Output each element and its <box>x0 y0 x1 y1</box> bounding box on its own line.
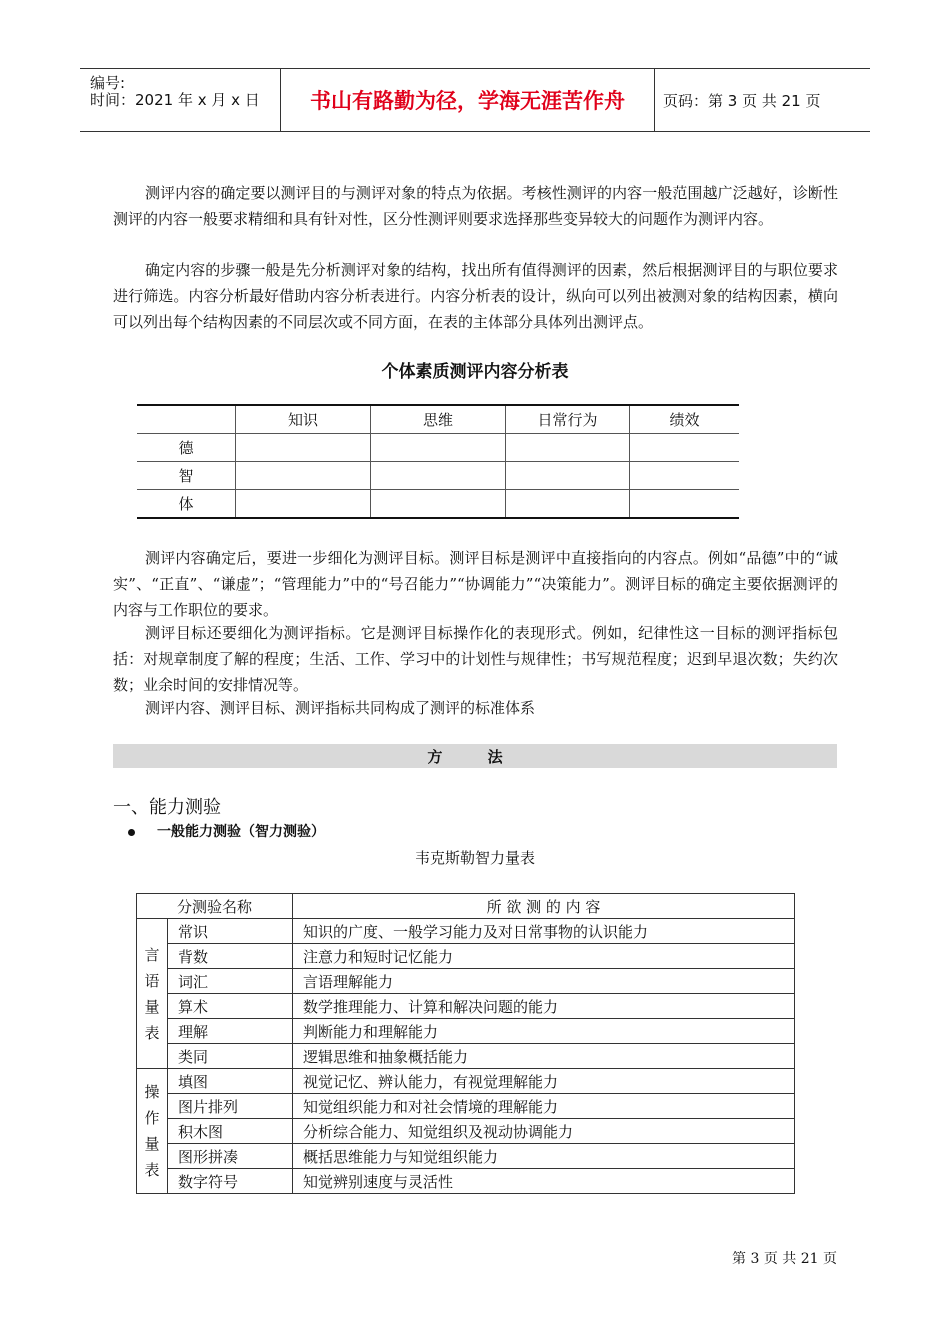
number-label: 编号: <box>90 74 126 92</box>
table-header-row <box>137 405 739 434</box>
subtest-content: 知觉组织能力和对社会情境的理解能力 <box>293 1094 795 1119</box>
table-row <box>137 1044 795 1069</box>
table-header-row <box>137 894 795 919</box>
table-row <box>137 1094 795 1119</box>
page-footer: 第 3 页 共 21 页 <box>732 1251 837 1267</box>
table-header-cell: 知识 <box>236 405 371 434</box>
table-row <box>137 969 795 994</box>
paragraph-3: 测评内容确定后，要进一步细化为测评目标。测评目标是测评中直接指向的内容点。例如“品德”中的“诚实”、“正直”、“谦虚”；“管理能力”中的“号召能力”“协调能力”“决策能力”。测评目标的确定主要依据测评的内容与工作职位的要求。 <box>113 549 838 619</box>
table2-title: 韦克斯勒智力量表 <box>414 849 535 867</box>
header-page-label: 页码：第 3 页 共 21 页 <box>663 91 821 110</box>
subtest-name: 图片排列 <box>168 1094 293 1119</box>
paragraph-1: 测评内容的确定要以测评目的与测评对象的特点为依据。考核性测评的内容一般范围越广泛越好，诊断性测评的内容一般要求精细和具有针对性，区分性测评则要求选择那些变异较大的问题作为测评内容。 <box>113 184 838 228</box>
time-label: 时间：2021 年 x 月 x 日 <box>90 91 260 109</box>
subtest-name: 类同 <box>168 1044 293 1069</box>
subtest-name: 算术 <box>168 994 293 1019</box>
subtest-content: 视觉记忆、辨认能力，有视觉理解能力 <box>293 1069 795 1094</box>
table-row <box>137 462 739 490</box>
group-label-performance <box>137 1069 168 1194</box>
table-header-cell: 日常行为 <box>506 405 630 434</box>
subtest-name: 图形拼凑 <box>168 1144 293 1169</box>
table-row <box>137 944 795 969</box>
row-label: 体 <box>137 490 236 519</box>
subtest-content: 逻辑思维和抽象概括能力 <box>293 1044 795 1069</box>
subtest-name: 数字符号 <box>168 1169 293 1194</box>
row-label: 智 <box>137 462 236 490</box>
table-row <box>137 490 739 519</box>
subtest-content: 判断能力和理解能力 <box>293 1019 795 1044</box>
table-header-cell: 绩效 <box>630 405 740 434</box>
subtest-content: 言语理解能力 <box>293 969 795 994</box>
section-band-title: 方 法 <box>113 744 837 768</box>
header-content: 所 欲 测 的 内 容 <box>293 894 795 919</box>
table-row <box>137 1144 795 1169</box>
table-row <box>137 1119 795 1144</box>
table-row <box>137 1169 795 1194</box>
paragraph-5: 测评内容、测评目标、测评指标共同构成了测评的标准体系 <box>145 699 536 717</box>
content-analysis-table <box>137 404 739 519</box>
group-label-text: 言 语 量 表 <box>144 945 160 1042</box>
table-row <box>137 1019 795 1044</box>
subtest-name: 积木图 <box>168 1119 293 1144</box>
header-motto: 书山有路勤为径，学海无涯苦作舟 <box>281 69 655 131</box>
header-meta <box>80 69 281 131</box>
bullet-icon <box>128 829 135 836</box>
table1-title: 个体素质测评内容分析表 <box>381 362 569 382</box>
table-header-cell: 思维 <box>371 405 506 434</box>
table-row <box>137 994 795 1019</box>
wechsler-scale-table <box>136 893 795 1194</box>
section-heading: 一、能力测验 <box>113 797 221 818</box>
subtest-content: 注意力和短时记忆能力 <box>293 944 795 969</box>
subtest-content: 知觉辨别速度与灵活性 <box>293 1169 795 1194</box>
subtest-content: 分析综合能力、知觉组织及视动协调能力 <box>293 1119 795 1144</box>
subtest-name: 词汇 <box>168 969 293 994</box>
row-label: 德 <box>137 434 236 462</box>
group-label-text: 操 作 量 表 <box>144 1083 160 1179</box>
subtest-content: 知识的广度、一般学习能力及对日常事物的认识能力 <box>293 919 795 944</box>
header-subtest-name: 分测验名称 <box>137 894 293 919</box>
bullet-item <box>128 821 325 841</box>
group-label-verbal <box>137 919 168 1069</box>
subtest-name: 填图 <box>168 1069 293 1094</box>
subtest-name: 常识 <box>168 919 293 944</box>
subtest-content: 数学推理能力、计算和解决问题的能力 <box>293 994 795 1019</box>
subtest-content: 概括思维能力与知觉组织能力 <box>293 1144 795 1169</box>
table-row <box>137 919 795 944</box>
page-header <box>80 68 870 132</box>
table-row <box>137 1069 795 1094</box>
bullet-text: 一般能力测验（智力测验） <box>157 824 325 840</box>
subtest-name: 背数 <box>168 944 293 969</box>
subtest-name: 理解 <box>168 1019 293 1044</box>
paragraph-2: 确定内容的步骤一般是先分析测评对象的结构，找出所有值得测评的因素，然后根据测评目的与职位要求进行筛选。内容分析最好借助内容分析表进行。内容分析表的设计，纵向可以列出被测对象的结构因素，横向可以列出每个结构因素的不同层次或不同方面，在表的主体部分具体列出测评点。 <box>113 261 838 331</box>
table-row <box>137 434 739 462</box>
paragraph-4: 测评目标还要细化为测评指标。它是测评目标操作化的表现形式。例如，纪律性这一目标的测评指标包括：对规章制度了解的程度；生活、工作、学习中的计划性与规律性；书写规范程度；迟到早退次数；失约次数；业余时间的安排情况等。 <box>113 624 838 694</box>
table-header-cell <box>137 405 236 434</box>
